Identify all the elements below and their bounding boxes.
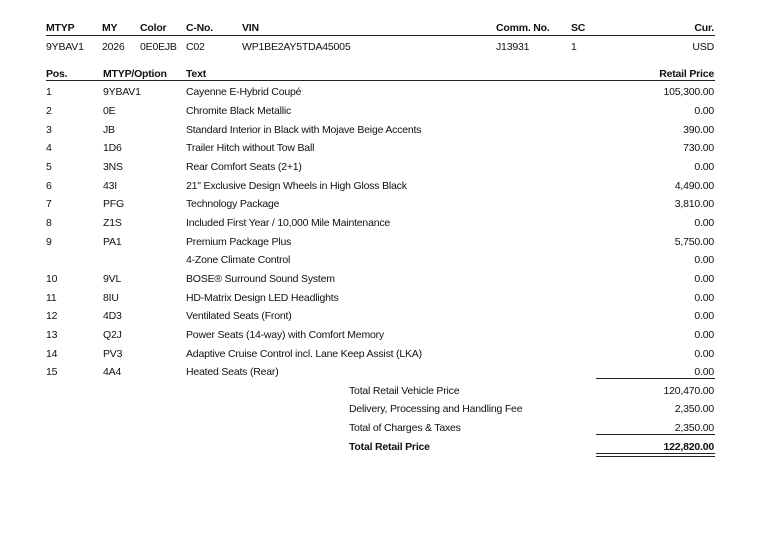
row-pos: 2	[46, 105, 52, 117]
row-code: 4A4	[103, 366, 122, 378]
row-code: 3NS	[103, 161, 123, 173]
row-price: 4,490.00	[674, 180, 714, 192]
color-label: Color	[140, 22, 167, 34]
row-code: Z1S	[103, 217, 122, 229]
row-text: Chromite Black Metallic	[186, 105, 292, 117]
row-code: PFG	[103, 198, 124, 210]
row-code: 0E	[103, 105, 116, 117]
table-row	[0, 366, 769, 384]
table-row	[0, 105, 769, 123]
row-text: 4-Zone Climate Control	[186, 254, 291, 266]
cno-label: C-No.	[186, 22, 213, 34]
comm-no-label: Comm. No.	[496, 22, 550, 34]
row-pos: 9	[46, 236, 52, 248]
table-row	[0, 142, 769, 160]
row-price: 730.00	[683, 142, 714, 154]
text-column-header: Text	[186, 68, 207, 80]
row-code: 8IU	[103, 292, 119, 304]
row-pos: 3	[46, 124, 52, 136]
cno-value: C02	[186, 41, 205, 53]
row-pos: 7	[46, 198, 52, 210]
row-code: Q2J	[103, 329, 122, 341]
row-price: 0.00	[694, 273, 714, 285]
row-code: JB	[103, 124, 115, 136]
row-pos: 12	[46, 310, 58, 322]
row-code: 1D6	[103, 142, 122, 154]
charges-taxes-value: 2,350.00	[674, 422, 714, 434]
pos-column-header: Pos.	[46, 68, 68, 80]
sc-value: 1	[571, 41, 577, 53]
row-pos: 11	[46, 292, 57, 304]
row-text: Rear Comfort Seats (2+1)	[186, 161, 302, 173]
row-price: 5,750.00	[674, 236, 714, 248]
row-price: 0.00	[694, 348, 714, 360]
row-price: 0.00	[694, 329, 714, 341]
row-text: HD-Matrix Design LED Headlights	[186, 292, 339, 304]
my-label: MY	[102, 22, 118, 34]
table-row	[0, 236, 769, 254]
row-pos: 5	[46, 161, 52, 173]
row-text: Heated Seats (Rear)	[186, 366, 279, 378]
row-text: BOSE® Surround Sound System	[186, 273, 335, 285]
header-rule	[46, 35, 715, 36]
row-code: 9YBAV1	[103, 86, 141, 98]
row-price: 0.00	[694, 161, 714, 173]
price-column-header: Retail Price	[659, 68, 714, 80]
row-pos: 13	[46, 329, 58, 341]
total-retail-price-value: 122,820.00	[663, 441, 714, 453]
mtyp-value: 9YBAV1	[46, 41, 84, 53]
row-price: 3,810.00	[674, 198, 714, 210]
total-vehicle-price-value: 120,470.00	[663, 385, 714, 397]
charges-taxes-label: Total of Charges & Taxes	[349, 422, 461, 434]
row-price: 0.00	[694, 292, 714, 304]
currency-value: USD	[692, 41, 714, 53]
table-row	[0, 329, 769, 347]
table-row	[0, 310, 769, 328]
table-row	[0, 254, 769, 272]
total-vehicle-price-label: Total Retail Vehicle Price	[349, 385, 460, 397]
row-pos: 6	[46, 180, 52, 192]
delivery-fee-label: Delivery, Processing and Handling Fee	[349, 403, 523, 415]
charges-rule	[596, 434, 715, 435]
vin-label: VIN	[242, 22, 259, 34]
row-text: Adaptive Cruise Control incl. Lane Keep Assist (LKA)	[186, 348, 422, 360]
row-text: Trailer Hitch without Tow Ball	[186, 142, 315, 154]
total-retail-price-label: Total Retail Price	[349, 441, 430, 453]
row-text: Standard Interior in Black with Mojave Beige Accents	[186, 124, 422, 136]
grand-total-double-rule	[596, 453, 715, 457]
table-row	[0, 348, 769, 366]
currency-label: Cur.	[694, 22, 714, 34]
row-pos: 14	[46, 348, 58, 360]
row-code: 43I	[103, 180, 117, 192]
table-row	[0, 86, 769, 104]
row-code: PV3	[103, 348, 123, 360]
row-text: Ventilated Seats (Front)	[186, 310, 292, 322]
table-row	[0, 292, 769, 310]
row-pos: 4	[46, 142, 52, 154]
row-price: 0.00	[694, 217, 714, 229]
subtotal-rule	[596, 378, 715, 379]
row-code: PA1	[103, 236, 122, 248]
row-pos: 10	[46, 273, 58, 285]
row-price: 0.00	[694, 105, 714, 117]
row-text: Cayenne E-Hybrid Coupé	[186, 86, 302, 98]
row-price: 0.00	[694, 254, 714, 266]
items-header-rule	[46, 80, 715, 81]
option-column-header: MTYP/Option	[103, 68, 167, 80]
row-text: Power Seats (14-way) with Comfort Memory	[186, 329, 384, 341]
row-pos: 1	[46, 86, 52, 98]
row-text: Premium Package Plus	[186, 236, 292, 248]
row-price: 0.00	[694, 310, 714, 322]
delivery-fee-value: 2,350.00	[674, 403, 714, 415]
vin-value: WP1BE2AY5TDA45005	[242, 41, 351, 53]
table-row	[0, 273, 769, 291]
row-code: 9VL	[103, 273, 122, 285]
comm-no-value: J13931	[496, 41, 530, 53]
table-row	[0, 198, 769, 216]
sc-label: SC	[571, 22, 586, 34]
mtyp-label: MTYP	[46, 22, 75, 34]
row-price: 390.00	[683, 124, 714, 136]
row-text: Included First Year / 10,000 Mile Maintenance	[186, 217, 391, 229]
color-value: 0E0EJB	[140, 41, 177, 53]
row-code: 4D3	[103, 310, 122, 322]
row-pos: 15	[46, 366, 58, 378]
row-pos: 8	[46, 217, 52, 229]
row-price: 0.00	[694, 366, 714, 378]
row-price: 105,300.00	[663, 86, 714, 98]
row-text: 21" Exclusive Design Wheels in High Gloss Black	[186, 180, 407, 192]
table-row	[0, 161, 769, 179]
table-row	[0, 124, 769, 142]
table-row	[0, 180, 769, 198]
table-row	[0, 217, 769, 235]
my-value: 2026	[102, 41, 125, 53]
row-text: Technology Package	[186, 198, 280, 210]
